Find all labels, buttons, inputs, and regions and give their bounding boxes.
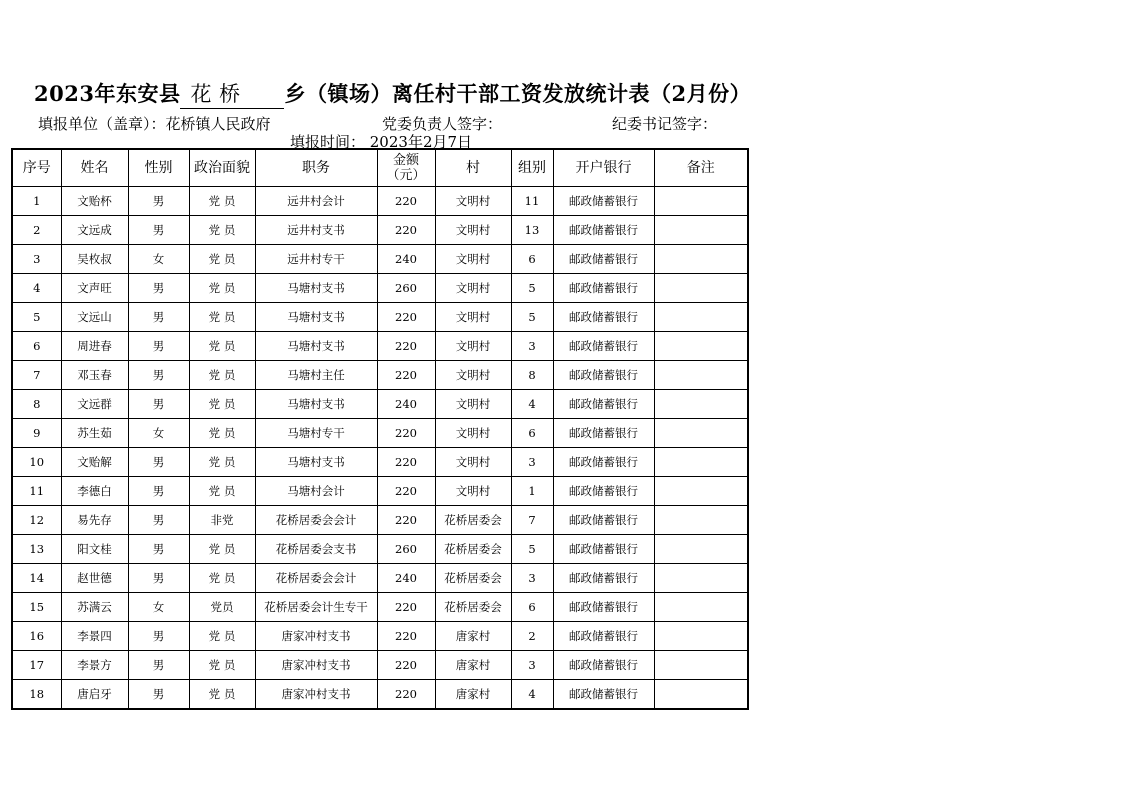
cell-remarks [654,187,748,216]
filing-unit: 填报单位（盖章）：花桥镇人民政府 [38,115,271,133]
cell-name: 唐启牙 [61,680,128,710]
cell-bank: 邮政储蓄银行 [553,216,654,245]
cell-position: 马塘村支书 [255,274,377,303]
cell-remarks [654,651,748,680]
cell-amount: 240 [377,245,435,274]
table-row [12,216,748,245]
cell-village: 文明村 [435,303,511,332]
discipline-signature: 纪委书记签字： [612,115,718,133]
table-row [12,448,748,477]
cell-village: 文明村 [435,332,511,361]
cell-gender: 男 [128,390,189,419]
cell-gender: 男 [128,506,189,535]
cell-name: 赵世德 [61,564,128,593]
cell-gender: 男 [128,477,189,506]
cell-group: 1 [511,477,553,506]
cell-index: 10 [12,448,61,477]
salary-table [11,148,749,710]
cell-name: 文远群 [61,390,128,419]
cell-bank: 邮政储蓄银行 [553,274,654,303]
cell-amount: 220 [377,680,435,710]
cell-political-status: 党员 [189,593,255,622]
cell-position: 唐家冲村支书 [255,680,377,710]
cell-index: 3 [12,245,61,274]
cell-bank: 邮政储蓄银行 [553,448,654,477]
cell-village: 花桥居委会 [435,535,511,564]
cell-amount: 220 [377,448,435,477]
cell-name: 邓玉春 [61,361,128,390]
title-prefix: 2023年东安县 [34,81,181,106]
cell-name: 文声旺 [61,274,128,303]
cell-name: 李德白 [61,477,128,506]
cell-political-status: 党 员 [189,361,255,390]
cell-gender: 男 [128,564,189,593]
cell-amount: 220 [377,332,435,361]
cell-index: 11 [12,477,61,506]
cell-amount: 220 [377,506,435,535]
cell-index: 12 [12,506,61,535]
cell-group: 6 [511,593,553,622]
cell-political-status: 党 员 [189,274,255,303]
cell-group: 7 [511,506,553,535]
cell-political-status: 党 员 [189,564,255,593]
cell-bank: 邮政储蓄银行 [553,622,654,651]
cell-group: 11 [511,187,553,216]
cell-political-status: 党 员 [189,332,255,361]
cell-name: 易先存 [61,506,128,535]
cell-village: 文明村 [435,448,511,477]
cell-amount: 220 [377,477,435,506]
header-bank: 开户银行 [553,149,654,187]
cell-political-status: 党 员 [189,390,255,419]
table-row [12,245,748,274]
cell-gender: 女 [128,245,189,274]
cell-amount: 260 [377,535,435,564]
cell-name: 周进春 [61,332,128,361]
table-row [12,303,748,332]
cell-remarks [654,680,748,710]
cell-political-status: 党 员 [189,622,255,651]
cell-bank: 邮政储蓄银行 [553,564,654,593]
cell-position: 远井村专干 [255,245,377,274]
page-title [34,78,751,109]
cell-position: 马塘村主任 [255,361,377,390]
cell-index: 5 [12,303,61,332]
cell-remarks [654,245,748,274]
table-row [12,622,748,651]
cell-amount: 220 [377,187,435,216]
cell-index: 14 [12,564,61,593]
table-body [12,187,748,710]
cell-bank: 邮政储蓄银行 [553,332,654,361]
cell-gender: 男 [128,535,189,564]
header-position: 职务 [255,149,377,187]
cell-group: 13 [511,216,553,245]
cell-amount: 220 [377,419,435,448]
cell-position: 马塘村支书 [255,390,377,419]
cell-village: 文明村 [435,419,511,448]
cell-group: 2 [511,622,553,651]
cell-bank: 邮政储蓄银行 [553,303,654,332]
cell-political-status: 党 员 [189,448,255,477]
cell-gender: 男 [128,332,189,361]
cell-remarks [654,332,748,361]
cell-village: 唐家村 [435,622,511,651]
cell-gender: 男 [128,448,189,477]
cell-amount: 220 [377,622,435,651]
cell-group: 4 [511,680,553,710]
cell-position: 马塘村会计 [255,477,377,506]
cell-index: 1 [12,187,61,216]
cell-gender: 男 [128,303,189,332]
header-gender: 性别 [128,149,189,187]
cell-index: 9 [12,419,61,448]
cell-group: 6 [511,419,553,448]
title-suffix: 乡（镇场）离任村干部工资发放统计表（2月份） [284,81,752,106]
cell-bank: 邮政储蓄银行 [553,593,654,622]
cell-group: 3 [511,564,553,593]
title-township: 花 桥 [180,78,284,109]
cell-gender: 男 [128,651,189,680]
cell-gender: 男 [128,680,189,710]
cell-gender: 女 [128,593,189,622]
cell-political-status: 党 员 [189,216,255,245]
cell-remarks [654,477,748,506]
table-row [12,506,748,535]
cell-bank: 邮政储蓄银行 [553,651,654,680]
cell-amount: 240 [377,564,435,593]
table-row [12,274,748,303]
table-row [12,680,748,710]
cell-bank: 邮政储蓄银行 [553,187,654,216]
cell-name: 文远成 [61,216,128,245]
cell-position: 马塘村支书 [255,303,377,332]
cell-position: 马塘村支书 [255,332,377,361]
cell-group: 4 [511,390,553,419]
cell-amount: 220 [377,303,435,332]
cell-index: 8 [12,390,61,419]
cell-village: 文明村 [435,390,511,419]
header-remarks: 备注 [654,149,748,187]
cell-bank: 邮政储蓄银行 [553,390,654,419]
cell-group: 3 [511,448,553,477]
cell-gender: 男 [128,361,189,390]
header-group: 组别 [511,149,553,187]
cell-name: 文远山 [61,303,128,332]
cell-index: 17 [12,651,61,680]
cell-village: 文明村 [435,477,511,506]
cell-position: 唐家冲村支书 [255,622,377,651]
cell-name: 李景方 [61,651,128,680]
cell-remarks [654,303,748,332]
table-row [12,651,748,680]
table-row [12,187,748,216]
cell-remarks [654,448,748,477]
cell-group: 3 [511,332,553,361]
cell-position: 花桥居委会会计 [255,506,377,535]
table-row [12,564,748,593]
cell-political-status: 党 员 [189,419,255,448]
cell-village: 唐家村 [435,651,511,680]
cell-amount: 220 [377,651,435,680]
party-signature: 党委负责人签字： [382,115,503,133]
cell-village: 文明村 [435,274,511,303]
cell-index: 18 [12,680,61,710]
cell-village: 花桥居委会 [435,506,511,535]
cell-name: 吴枚叔 [61,245,128,274]
cell-village: 文明村 [435,216,511,245]
cell-remarks [654,593,748,622]
cell-bank: 邮政储蓄银行 [553,535,654,564]
cell-index: 15 [12,593,61,622]
cell-village: 文明村 [435,361,511,390]
cell-name: 李景四 [61,622,128,651]
cell-remarks [654,622,748,651]
cell-political-status: 党 员 [189,680,255,710]
cell-group: 5 [511,303,553,332]
cell-index: 2 [12,216,61,245]
cell-political-status: 党 员 [189,477,255,506]
cell-position: 唐家冲村支书 [255,651,377,680]
cell-amount: 220 [377,216,435,245]
cell-amount: 220 [377,361,435,390]
cell-group: 6 [511,245,553,274]
cell-remarks [654,564,748,593]
cell-remarks [654,419,748,448]
cell-name: 苏满云 [61,593,128,622]
cell-remarks [654,361,748,390]
cell-group: 5 [511,535,553,564]
cell-index: 13 [12,535,61,564]
cell-group: 5 [511,274,553,303]
cell-name: 文贻杯 [61,187,128,216]
cell-group: 8 [511,361,553,390]
table-row [12,361,748,390]
cell-village: 文明村 [435,187,511,216]
cell-position: 远井村支书 [255,216,377,245]
cell-village: 花桥居委会 [435,564,511,593]
cell-remarks [654,535,748,564]
cell-village: 文明村 [435,245,511,274]
header-name: 姓名 [61,149,128,187]
table-header-row [12,149,748,187]
cell-group: 3 [511,651,553,680]
cell-political-status: 党 员 [189,303,255,332]
header-village: 村 [435,149,511,187]
cell-index: 7 [12,361,61,390]
filing-date: 填报时间： 2023年2月7日 [290,133,473,151]
header-index: 序号 [12,149,61,187]
cell-amount: 240 [377,390,435,419]
table-row [12,419,748,448]
cell-political-status: 党 员 [189,651,255,680]
cell-political-status: 非党 [189,506,255,535]
cell-political-status: 党 员 [189,535,255,564]
cell-gender: 男 [128,187,189,216]
cell-bank: 邮政储蓄银行 [553,245,654,274]
cell-position: 远井村会计 [255,187,377,216]
cell-name: 文贻解 [61,448,128,477]
table-row [12,535,748,564]
cell-bank: 邮政储蓄银行 [553,419,654,448]
cell-bank: 邮政储蓄银行 [553,477,654,506]
cell-name: 阳文桂 [61,535,128,564]
cell-bank: 邮政储蓄银行 [553,506,654,535]
cell-position: 花桥居委会会计 [255,564,377,593]
table-row [12,477,748,506]
header-amount: 金额（元） [377,149,435,187]
table-row [12,593,748,622]
cell-amount: 220 [377,593,435,622]
cell-index: 16 [12,622,61,651]
cell-position: 花桥居委会计生专干 [255,593,377,622]
cell-position: 马塘村专干 [255,419,377,448]
cell-political-status: 党 员 [189,245,255,274]
header-political-status: 政治面貌 [189,149,255,187]
cell-village: 唐家村 [435,680,511,710]
cell-name: 苏生茹 [61,419,128,448]
cell-bank: 邮政储蓄银行 [553,361,654,390]
cell-gender: 女 [128,419,189,448]
cell-remarks [654,506,748,535]
cell-gender: 男 [128,622,189,651]
cell-remarks [654,390,748,419]
table-row [12,390,748,419]
cell-index: 6 [12,332,61,361]
cell-index: 4 [12,274,61,303]
cell-position: 花桥居委会支书 [255,535,377,564]
cell-gender: 男 [128,274,189,303]
table-row [12,332,748,361]
cell-gender: 男 [128,216,189,245]
cell-remarks [654,216,748,245]
cell-bank: 邮政储蓄银行 [553,680,654,710]
cell-amount: 260 [377,274,435,303]
cell-village: 花桥居委会 [435,593,511,622]
cell-remarks [654,274,748,303]
cell-position: 马塘村支书 [255,448,377,477]
cell-political-status: 党 员 [189,187,255,216]
